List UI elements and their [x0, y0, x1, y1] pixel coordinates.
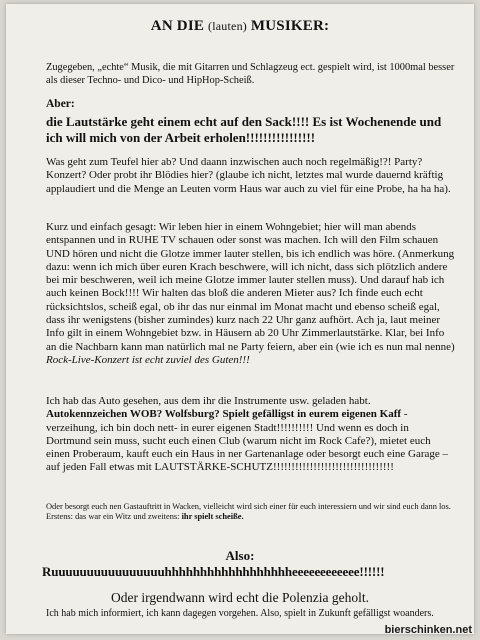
page-title: [6, 18, 474, 35]
closing-paragraph: Ich hab mich informiert, ich kann dagegen vorgehen. Also, spielt in Zukunft gefälligst woanders.: [46, 608, 434, 619]
paragraph-auto: [46, 395, 456, 475]
footnote-text: Oder besorgt euch nen Gastauftritt in Wacken, vielleicht wird sich einer für euch interessiern und wir sind euch dann los. Erstens: das war ein Witz und zweitens:: [46, 502, 451, 521]
also-heading: Also:: [225, 548, 255, 563]
police-line: Oder irgendwann wird echt die Polenzia geholt.: [110, 590, 370, 605]
paragraph-wohngebiet: [46, 221, 456, 367]
auto-rest-text: - verzeihung, ich bin doch nett- in eurer eigenen Stadt!!!!!!!!!! Und wenn es doch in Dortmund sein muss, sucht euch einen Club (warum nicht im Rock Cafe?), mietet euch einen Proberaum, kauft euch ein Haus in ner Gartenanlage oder besorgt euch eine Garage – auf jeden Fall etwas mit LAUTSTÄRKE-SCHUTZ!!!!!!!!!!!!!!!!!!!!!!!!!!!!!!!!!: [46, 408, 449, 474]
intro-paragraph: Zugegeben, „echte“ Musik, die mit Gitarren und Schlagzeug ect. gespielt wird, ist 1000mal besser als dieser Techno- und Dico- und HipHop-Scheiß.: [46, 62, 455, 86]
footnote-bold: ihr spielt scheiße.: [181, 512, 244, 521]
title-main: AN DIE: [150, 18, 205, 34]
title-end: MUSIKER:: [250, 18, 330, 34]
watermark: bierschinken.net: [384, 624, 472, 636]
aber-heading: Aber:: [46, 98, 75, 110]
wohngebiet-text: Kurz und einfach gesagt: Wir leben hier in einem Wohngebiet; hier will man abends entspannen und in RUHE TV schauen oder sonst was machen. Ich will den Film schauen UND hören und nicht die Glotze immer lauter stellen, bis ich endlich was höre. (Anmerkung dazu: wenn ich mich über euren Krach beschwere, will ich nicht, dass sich plötzlich andere bei mir beschweren, weil ich meine Glotze immer lauter stellen muss). Und darauf hab ich auch keinen Bock!!!! Wir halten das bloß die anderen Mieter aus? Ich finde euch echt rücksichtslos, scheiß egal, ob ihr das nur einmal im Monat macht und ebenso scheiß egal, dass ihr wenigstens (bisher zumindes) kurz nach 22 Uhr ganz aufhört. Ach ja, laut meiner Info gilt in einem Wohngebiet bzw. in Häusern ab 20 Uhr Zimmerlautstärke. Klar, bei Info an die Nachbarn kann man natürlich mal ne Party feiern, aber ein (wie ich es nun mal nenne): [46, 221, 455, 353]
ruhe-shout: Ruuuuuuuuuuuuuuuuhhhhhhhhhhhhhhhhhheeeeeeeeeeee!!!!!!: [42, 564, 385, 579]
letter-page: [6, 4, 474, 634]
rock-live-konzert-text: Rock-Live-Konzert ist echt zuviel des Guten!!!: [46, 353, 250, 366]
footnote-paragraph: [46, 502, 456, 522]
auto-line: Ich hab das Auto gesehen, aus dem ihr die Instrumente usw. geladen habt.: [46, 395, 371, 407]
shout-paragraph: die Lautstärke geht einem echt auf den Sack!!!! Es ist Wochenende und ich will mich von der Arbeit erholen!!!!!!!!!!!!!!!!: [46, 114, 442, 145]
autokennzeichen-text: Autokennzeichen WOB? Wolfsburg? Spielt gefälligst in eurem eigenen Kaff: [46, 408, 402, 421]
paragraph-questions: Was geht zum Teufel hier ab? Und daann inzwischen auch noch regelmäßig!?! Party? Konzert? Oder probt ihr Blödies hier? (glaube ich nicht, letztes mal wurde dauernd kräftig applaudiert und die Menge an Leuten vorm Haus war auch zu viel für eine Probe, ha ha ha).: [46, 156, 451, 195]
title-paren: (lauten): [208, 19, 247, 33]
